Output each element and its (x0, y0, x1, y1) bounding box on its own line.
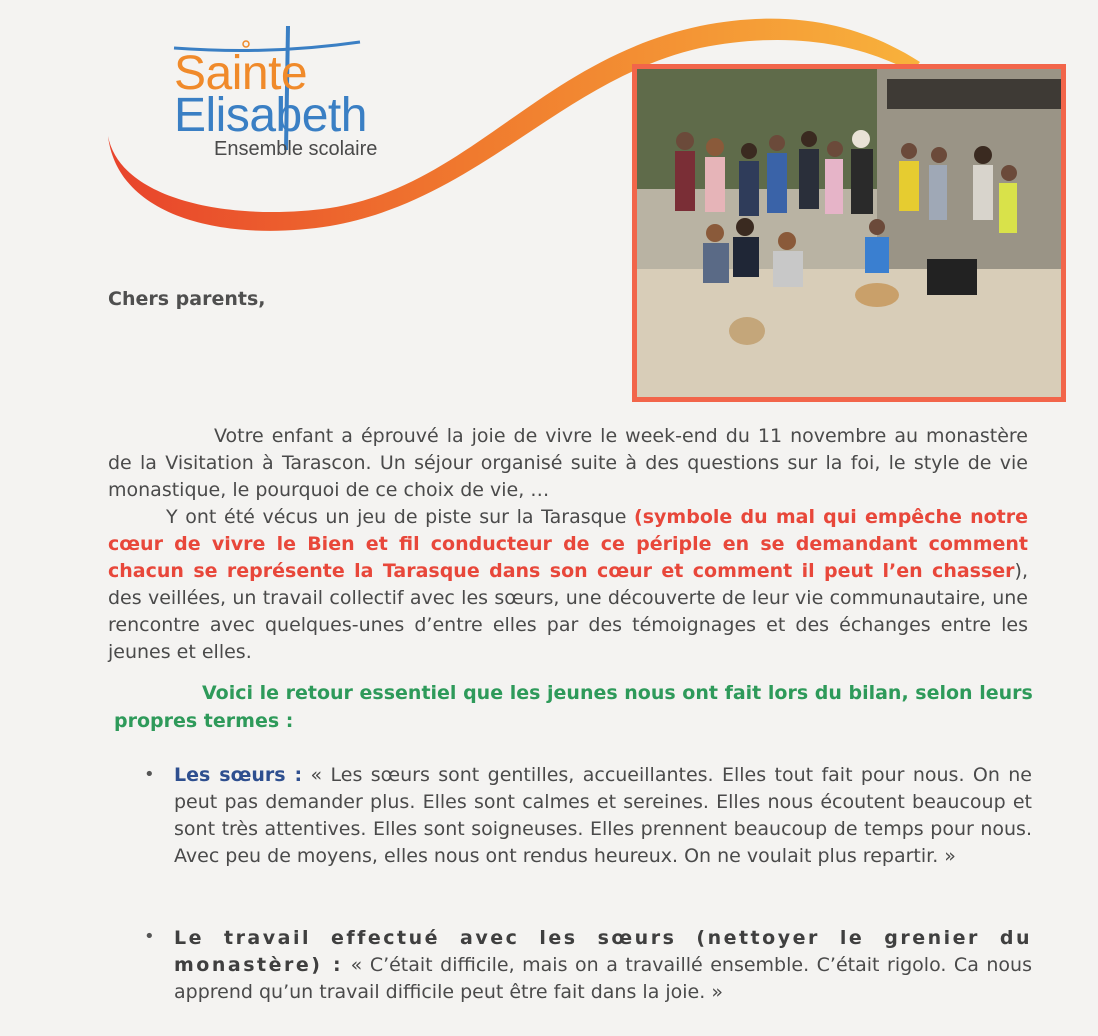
paragraph-activities-end: ), des veillées, un travail collectif avec les sœurs, une découverte de leur vie communautaire, une rencontre avec quelques-unes d’entre elles par des témoignages et des échanges entre les jeunes et elles. (108, 560, 1028, 663)
logo-name-line1: Sainte (174, 47, 308, 100)
feedback-intro: Voici le retour essentiel que les jeunes nous ont fait lors du bilan, selon leurs propres termes : (114, 682, 1033, 732)
feedback-item-soeurs (174, 762, 1032, 870)
feedback-item-travail (174, 925, 1032, 1006)
bullet-icon: • (144, 764, 155, 785)
tarasque-highlight: (symbole du mal qui empêche notre cœur de vivre le Bien et fil conducteur de ce périple en se demandant comment chacun se représente la Tarasque dans son cœur et comment il peut l’en chasser (108, 506, 1029, 582)
greeting: Chers parents, (108, 288, 266, 310)
feedback-item-text: « C’était difficile, mais on a travaillé ensemble. C’était rigolo. Ca nous apprend qu’un travail difficile peut être fait dans la joie. » (174, 954, 1032, 1003)
group-photo-icon (637, 69, 1061, 397)
bullet-icon: • (144, 926, 155, 947)
group-photo (632, 64, 1066, 402)
feedback-item-text: « Les sœurs sont gentilles, accueillantes. Elles tout fait pour nous. On ne peut pas demander plus. Elles sont calmes et sereines. Elles nous écoutent beaucoup et sont très attentives. Elles sont soigneuses. Elles prennent beaucoup de temps pour nous. Avec peu de moyens, elles nous ont rendus heureux. On ne voulait plus repartir. » (174, 764, 1032, 867)
logo-name-line2: Elisabeth (174, 89, 367, 142)
paragraph-intro: Votre enfant a éprouvé la joie de vivre le week-end du 11 novembre au monastère de la Visitation à Tarascon. Un séjour organisé suite à des questions sur la foi, le style de vie monastique, le pourquoi de ce choix de vie, … (108, 425, 1028, 501)
feedback-item-label: Le travail effectué avec les sœurs (nettoyer le grenier du monastère) : (174, 927, 1032, 976)
school-logo (170, 22, 430, 172)
paragraph-activities (108, 504, 1028, 666)
feedback-item-label: Les sœurs : (174, 764, 303, 786)
logo-tagline: Ensemble scolaire (214, 138, 378, 160)
paragraph-activities-start: Y ont été vécus un jeu de piste sur la Tarasque (166, 506, 635, 528)
